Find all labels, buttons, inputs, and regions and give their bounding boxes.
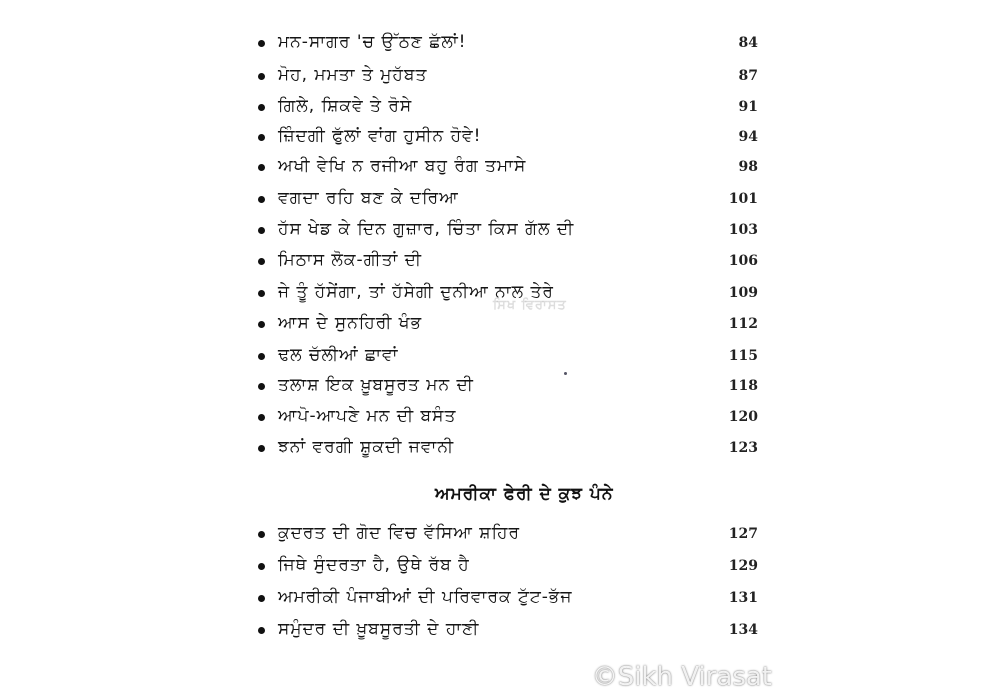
toc-entry-page: 127 (728, 526, 758, 542)
bullet-icon (258, 445, 265, 452)
toc-entry (258, 585, 758, 615)
toc-entry (258, 311, 758, 341)
toc-entry-title: ਮਨ-ਸਾਗਰ 'ਚ ਉੱਠਣ ਛੱਲਾਂ! (278, 32, 467, 52)
toc-entry-page: 109 (728, 285, 758, 301)
toc-entry-page: 118 (728, 378, 758, 394)
toc-entry-title: ਝਨਾਂ ਵਰਗੀ ਸ਼ੂਕਦੀ ਜਵਾਨੀ (278, 437, 455, 457)
toc-entry-page: 134 (728, 622, 758, 638)
toc-entry-title: ਵਗਦਾ ਰਹਿ ਬਣ ਕੇ ਦਰਿਆ (278, 188, 459, 208)
bullet-icon (258, 196, 265, 203)
toc-entry-title: ਤਲਾਸ਼ ਇਕ ਖ਼ੂਬਸੂਰਤ ਮਨ ਦੀ (278, 375, 474, 395)
bullet-icon (258, 595, 265, 602)
bullet-icon (258, 40, 265, 47)
toc-entry-title: ਕੁਦਰਤ ਦੀ ਗੋਦ ਵਿਚ ਵੱਸਿਆ ਸ਼ਹਿਰ (278, 523, 521, 543)
toc-entry-title: ਜਿਥੇ ਸੁੰਦਰਤਾ ਹੈ, ਉਥੇ ਰੱਬ ਹੈ (278, 555, 470, 575)
toc-entry (258, 30, 758, 60)
bullet-icon (258, 104, 265, 111)
bullet-icon (258, 627, 265, 634)
toc-entry (258, 617, 758, 647)
bullet-icon (258, 414, 265, 421)
toc-entry-title: ਮੋਹ, ਮਮਤਾ ਤੇ ਮੁਹੱਬਤ (278, 65, 428, 85)
toc-entry (258, 154, 758, 184)
bullet-icon (258, 227, 265, 234)
toc-entry (258, 94, 758, 124)
toc-entry-page: 91 (738, 99, 758, 115)
toc-entry (258, 217, 758, 247)
bullet-icon (258, 164, 265, 171)
toc-entry (258, 186, 758, 216)
toc-entry-title: ਅਖੀ ਵੇਖਿ ਨ ਰਜੀਆ ਬਹੁ ਰੰਗ ਤਮਾਸੇ (278, 156, 527, 176)
toc-entry-title: ਜੇ ਤੂੰ ਹੱਸੇਂਗਾ, ਤਾਂ ਹੱਸੇਗੀ ਦੁਨੀਆ ਨਾਲ ਤੇਰੇ (278, 282, 554, 302)
toc-entry-title: ਮਿਠਾਸ ਲੋਕ-ਗੀਤਾਂ ਦੀ (278, 250, 423, 270)
toc-entry (258, 435, 758, 465)
bullet-icon (258, 258, 265, 265)
toc-entry (258, 343, 758, 373)
toc-entry-page: 87 (738, 68, 758, 84)
toc-entry-title: ਆਸ ਦੇ ਸੁਨਹਿਰੀ ਖੰਭ (278, 313, 422, 333)
toc-entry-title: ਆਪੋ-ਆਪਣੇ ਮਨ ਦੀ ਬਸੰਤ (278, 406, 457, 426)
toc-entry-page: 106 (728, 253, 758, 269)
bullet-icon (258, 73, 265, 80)
toc-entry (258, 248, 758, 278)
toc-entry (258, 404, 758, 434)
toc-entry-title: ਜ਼ਿੰਦਗੀ ਫੁੱਲਾਂ ਵਾਂਗ ਹੁਸੀਨ ਹੋਵੇ! (278, 126, 482, 146)
toc-entry-title: ਸਮੁੰਦਰ ਦੀ ਖ਼ੂਬਸੂਰਤੀ ਦੇ ਹਾਣੀ (278, 619, 480, 639)
toc-entry-page: 101 (728, 191, 758, 207)
toc-entry-title: ਹੱਸ ਖੇਡ ਕੇ ਦਿਨ ਗੁਜ਼ਾਰ, ਚਿੰਤਾ ਕਿਸ ਗੱਲ ਦੀ (278, 219, 575, 239)
toc-entry-title: ਗਿਲੇ, ਸ਼ਿਕਵੇ ਤੇ ਰੋਸੇ (278, 96, 413, 116)
toc-entry-page: 131 (728, 590, 758, 606)
bullet-icon (258, 531, 265, 538)
toc-entry-page: 84 (738, 35, 758, 51)
bullet-icon (258, 290, 265, 297)
toc-entry (258, 124, 758, 154)
scan-speck (564, 372, 567, 375)
bullet-icon (258, 321, 265, 328)
copyright-watermark: ©Sikh Virasat (591, 662, 772, 692)
toc-entry-page: 120 (728, 409, 758, 425)
bullet-icon (258, 563, 265, 570)
toc-entry-page: 115 (728, 348, 758, 364)
toc-entry-page: 123 (728, 440, 758, 456)
toc-entry (258, 63, 758, 93)
bullet-icon (258, 353, 265, 360)
toc-entry (258, 521, 758, 551)
bullet-icon (258, 383, 265, 390)
toc-entry-title: ਢਲ ਚੱਲੀਆਂ ਛਾਵਾਂ (278, 345, 399, 365)
toc-entry-page: 129 (728, 558, 758, 574)
toc-entry-page: 103 (728, 222, 758, 238)
toc-entry-page: 94 (738, 129, 758, 145)
toc-entry (258, 373, 758, 403)
center-watermark: ਸਿਖ ਵਿਰਾਸਤ (493, 298, 567, 313)
bullet-icon (258, 134, 265, 141)
toc-entry-title: ਅਮਰੀਕੀ ਪੰਜਾਬੀਆਂ ਦੀ ਪਰਿਵਾਰਕ ਟੁੱਟ-ਭੱਜ (278, 587, 573, 607)
toc-entry (258, 553, 758, 583)
toc-entry-page: 112 (728, 316, 758, 332)
toc-entry-page: 98 (738, 159, 758, 175)
section-heading: ਅਮਰੀਕਾ ਫੇਰੀ ਦੇ ਕੁਝ ਪੰਨੇ (435, 484, 614, 504)
